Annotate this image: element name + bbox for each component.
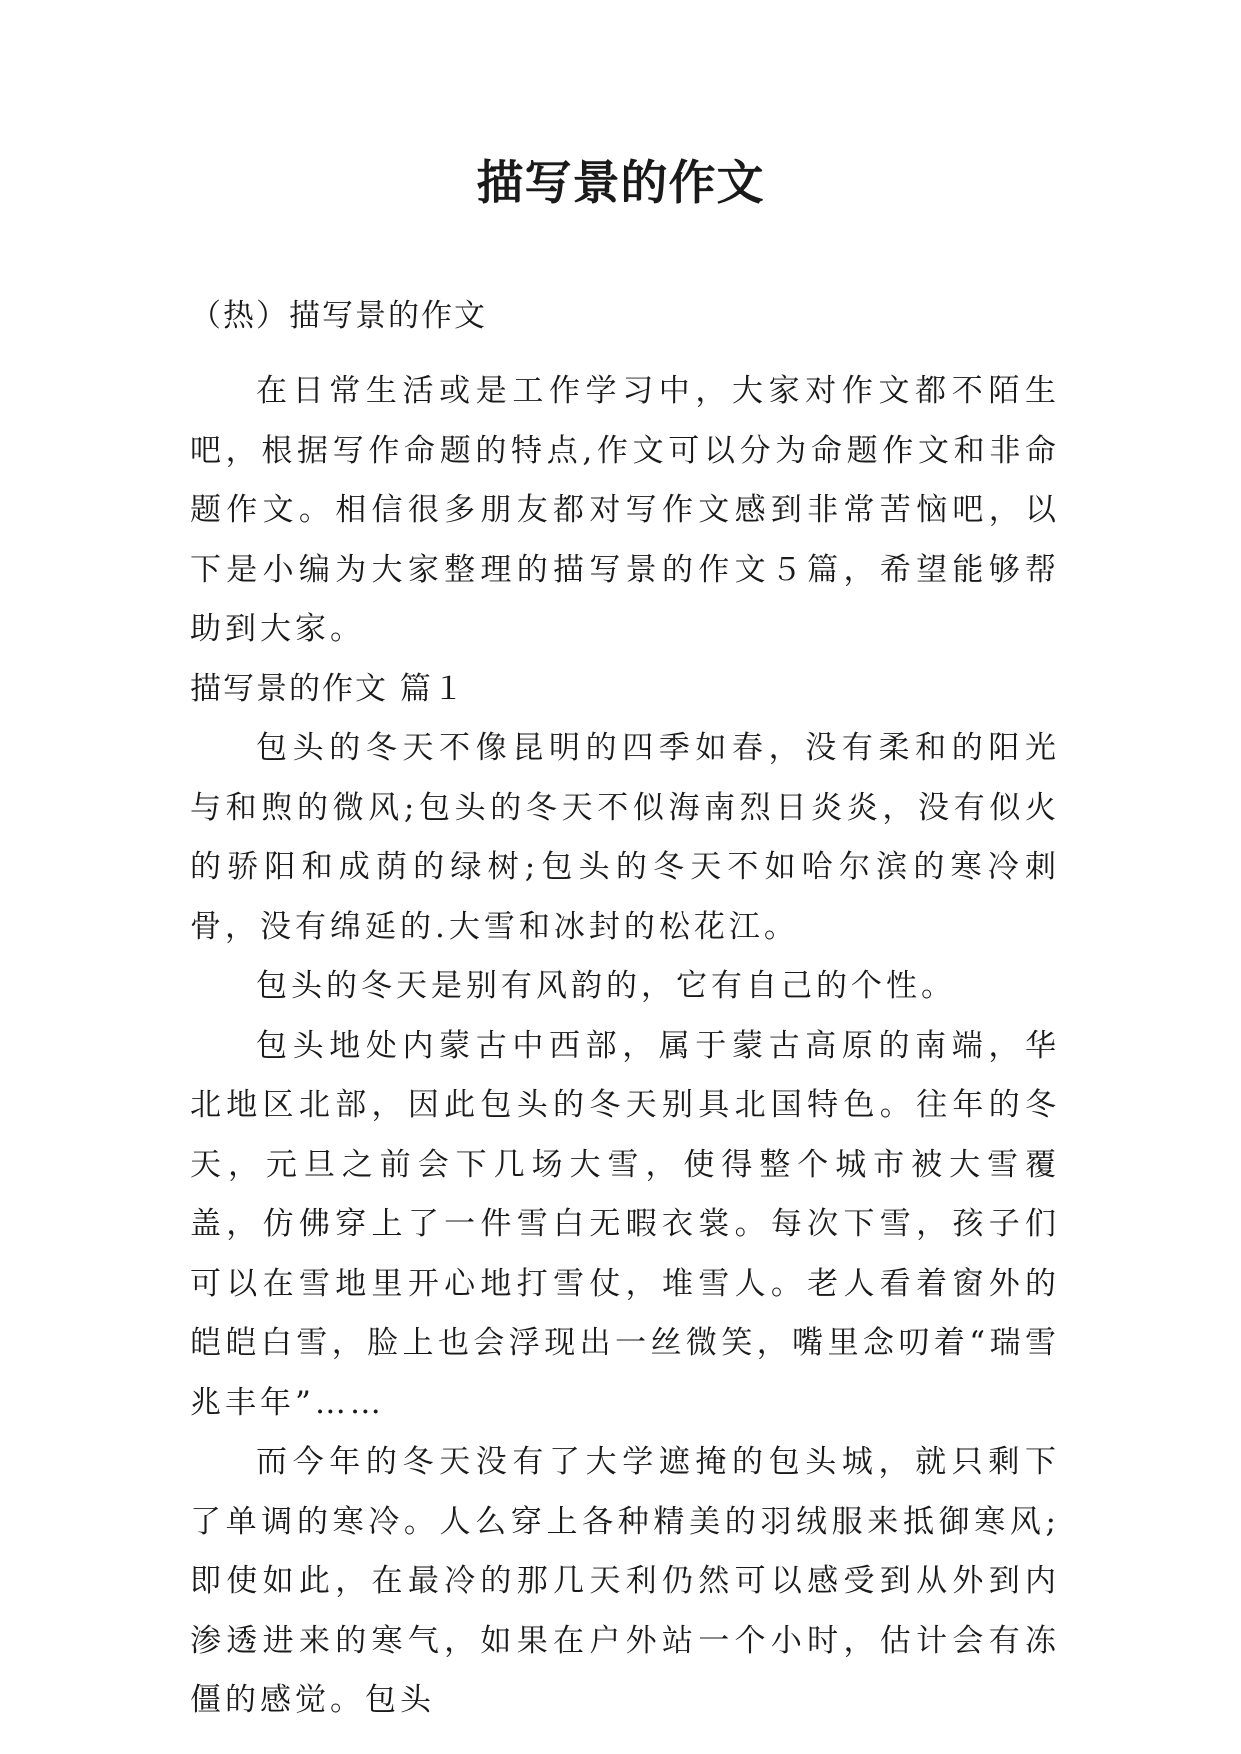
section-heading: 描写景的作文 篇１ bbox=[190, 670, 466, 707]
intro-paragraph: 在日常生活或是工作学习中，大家对作文都不陌生吧，根据写作命题的特点,作文可以分为命题作文和非命题作文。相信很多朋友都对写作文感到非常苦恼吧，以下是小编为大家整理的描写景的作文５篇，希望能够帮助到大家。 bbox=[190, 373, 1060, 647]
document-title: 描写景的作文 bbox=[476, 156, 765, 211]
document-subtitle: （热）描写景的作文 bbox=[190, 298, 487, 334]
body-paragraph: 而今年的冬天没有了大学遮掩的包头城，就只剩下了单调的寒冷。人么穿上各种精美的羽绒服来抵御寒风;即使如此，在最冷的那几天利仍然可以感受到从外到内渗透进来的寒气，如果在户外站一个小时，估计会有冻僵的感觉。包头 bbox=[190, 1444, 1060, 1718]
body-paragraph: 包头地处内蒙古中西部，属于蒙古高原的南端，华北地区北部，因此包头的冬天别具北国特色。往年的冬天，元旦之前会下几场大雪，使得整个城市被大雪覆盖，仿佛穿上了一件雪白无暇衣裳。每次下雪，孩子们可以在雪地里开心地打雪仗，堆雪人。老人看着窗外的皑皑白雪，脸上也会浮现出一丝微笑，嘴里念叨着“瑞雪兆丰年”…… bbox=[190, 1027, 1060, 1421]
document-body bbox=[190, 362, 1060, 1731]
body-paragraph: 包头的冬天不像昆明的四季如春，没有柔和的阳光与和煦的微风;包头的冬天不似海南烈日炎炎，没有似火的骄阳和成荫的绿树;包头的冬天不如哈尔滨的寒冷刺骨，没有绵延的.大雪和冰封的松花江。 bbox=[190, 730, 1060, 945]
body-paragraph: 包头的冬天是别有风韵的，它有自己的个性。 bbox=[256, 968, 956, 1004]
